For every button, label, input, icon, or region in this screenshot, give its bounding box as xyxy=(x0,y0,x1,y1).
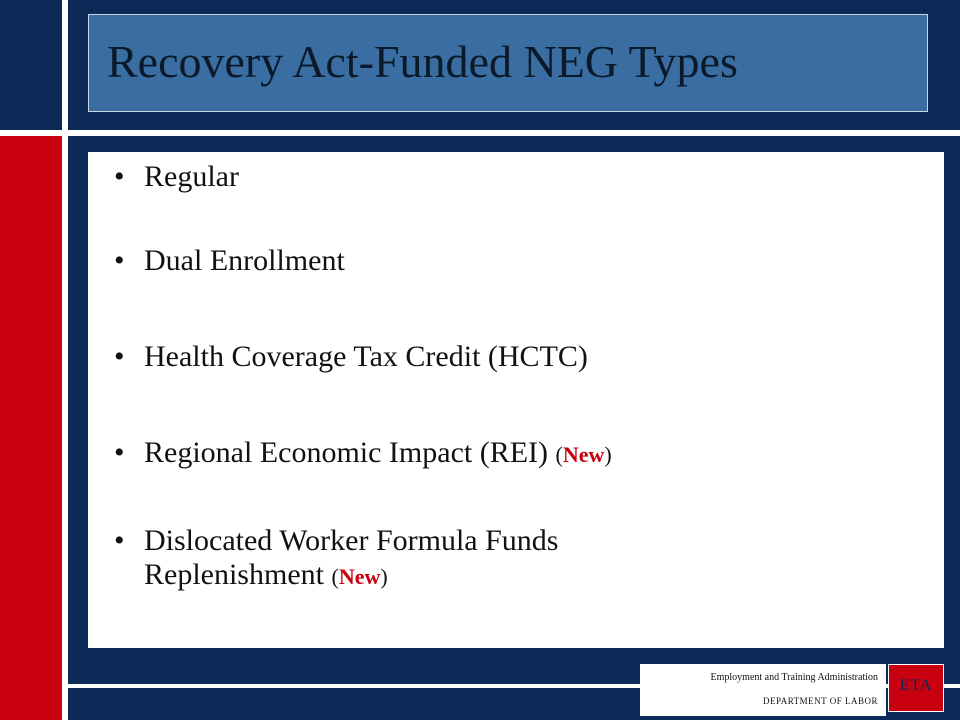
bullet-dot: • xyxy=(114,436,125,469)
bullet-text-continued: Replenishment xyxy=(144,558,324,591)
left-navy-stripe xyxy=(0,0,62,130)
paren-close: ) xyxy=(604,442,612,467)
bullet-dot: • xyxy=(114,524,125,557)
bullet-text: Regular xyxy=(144,160,239,193)
list-item xyxy=(114,524,914,594)
eta-logo-badge xyxy=(888,664,944,712)
bullet-dot: • xyxy=(114,244,125,277)
new-tag: New xyxy=(338,564,381,589)
paren-open: ( xyxy=(555,442,563,467)
bullet-text: Regional Economic Impact (REI) xyxy=(144,436,549,469)
list-item xyxy=(114,436,914,472)
list-item xyxy=(114,160,914,194)
list-item xyxy=(114,340,914,374)
bullet-text: Health Coverage Tax Credit (HCTC) xyxy=(144,340,588,373)
content-panel xyxy=(88,152,944,648)
bullet-text-with-tag xyxy=(144,524,914,594)
footer-box xyxy=(640,664,886,716)
bullet-dot: • xyxy=(114,160,125,193)
bullet-dot: • xyxy=(114,340,125,373)
left-red-stripe xyxy=(0,136,62,720)
footer-dept-name: DEPARTMENT OF LABOR xyxy=(763,696,878,706)
eta-logo-text: ETA xyxy=(899,677,933,694)
horizontal-divider-top xyxy=(0,130,960,136)
bullet-text: Dislocated Worker Formula Funds xyxy=(144,524,559,557)
new-tag: New xyxy=(562,442,605,467)
bullet-text-with-tag xyxy=(144,436,914,472)
bullet-text: Dual Enrollment xyxy=(144,244,345,277)
footer-org-name: Employment and Training Administration xyxy=(710,672,878,683)
vertical-divider xyxy=(62,0,68,720)
title-banner xyxy=(88,14,928,112)
list-item xyxy=(114,244,914,278)
slide-title: Recovery Act-Funded NEG Types xyxy=(107,36,738,87)
paren-close: ) xyxy=(380,564,388,589)
paren-open: ( xyxy=(331,564,339,589)
